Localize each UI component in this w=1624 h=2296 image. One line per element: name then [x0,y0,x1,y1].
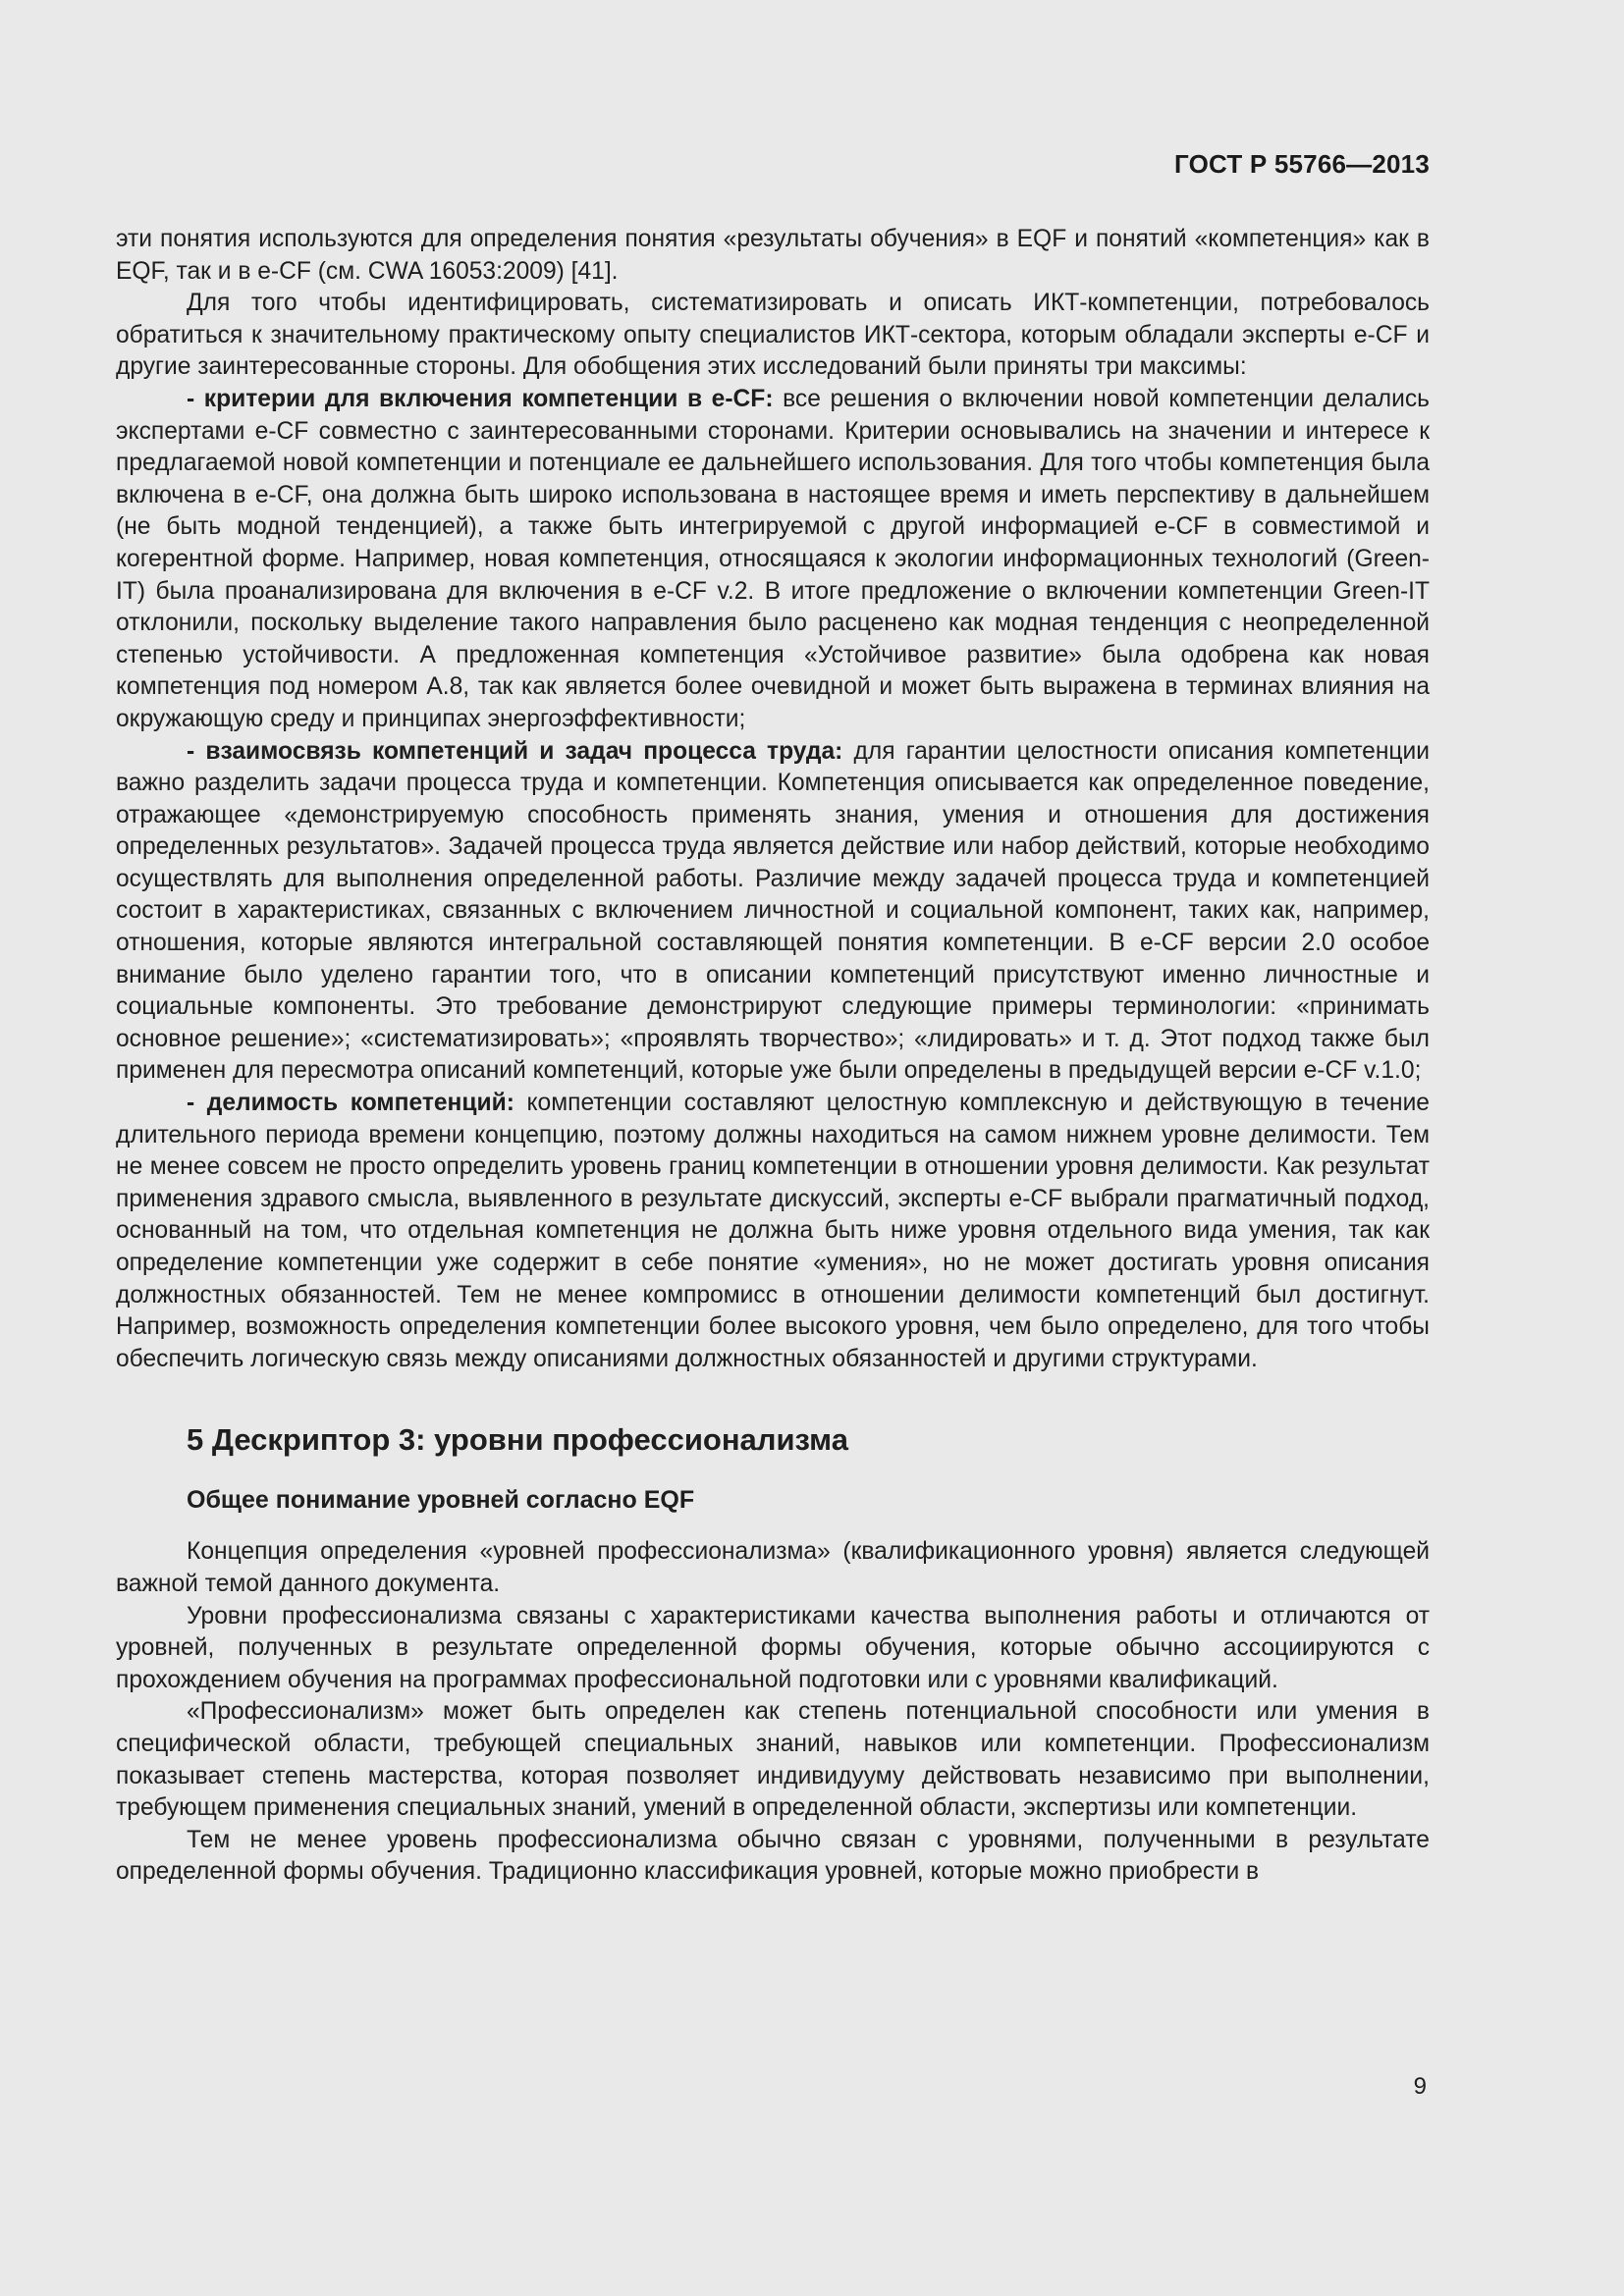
paragraph-divisibility [116,1088,1430,1375]
paragraph-criteria [116,384,1430,736]
paragraph-lead: - взаимосвязь компетенций и задач процесса труда: [187,737,843,765]
paragraph-text: для гарантии целостности описания компетенции важно разделить задачи процесса труда и компетенции. Компетенция описывается как определенное поведение, отражающее «демонстрируемую способность применять знания, умения и отношения для достижения определенных результатов». Задачей процесса труда является действие или набор действий, которые необходимо осуществлять для выполнения определенной работы. Различие между задачей процесса труда и компетенцией состоит в характеристиках, связанных с включением личностной и социальной компонент, таких как, например, отношения, которые являются интегральной составляющей понятия компетенции. В e-CF версии 2.0 особое внимание было уделено гарантии того, что в описании компетенций присутствуют именно личностные и социальные компоненты. Это требование демонстрируют следующие примеры терминологии: «принимать основное решение»; «систематизировать»; «проявлять творчество»; «лидировать» и т. д. Этот подход также был применен для пересмотра описаний компетенций, которые уже были определены в предыдущей версии e-CF v.1.0; [116,737,1430,1085]
subsection-heading: Общее понимание уровней согласно EQF [187,1486,695,1515]
paragraph-text: компетенции составляют целостную комплексную и действующую в течение длительного периода времени концепцию, поэтому должны находиться на самом нижнем уровне делимости. Тем не менее совсем не просто определить уровень границ компетенции в отношении уровня делимости. Как результат применения здравого смысла, выявленного в результате дискуссий, эксперты e-CF выбрали прагматичный подход, основанный на том, что отдельная компетенция не должна быть ниже уровня отдельного вида умения, так как определение компетенции уже содержит в себе понятие «умения», но не может достигать уровня описания должностных обязанностей. Тем не менее компромисс в отношении делимости компетенций был достигнут. Например, возможность определения компетенции более высокого уровня, чем было определено, для того чтобы обеспечить логическую связь между описаниями должностных обязанностей и другими структурами. [116,1090,1430,1372]
paragraph: Для того чтобы идентифицировать, систематизировать и описать ИКТ-компетенции, потребовалось обратиться к значительному практическому опыту специалистов ИКТ-сектора, которым обладали эксперты e-CF и другие заинтересованные стороны. Для обобщения этих исследований были приняты три максимы: [116,290,1430,381]
paragraph-lead: - критерии для включения компетенции в e-CF: [187,385,774,412]
paragraph: Концепция определения «уровней профессионализма» (квалификационного уровня) является следующей важной темой данного документа. [116,1538,1430,1597]
paragraph: Уровни профессионализма связаны с характеристиками качества выполнения работы и отличаются от уровней, полученных в результате определенной формы обучения, которые обычно ассоциируются с прохождением обучения на программах профессиональной подготовки или с уровнями квалификаций. [116,1602,1430,1693]
paragraph-text: все решения о включении новой компетенции делались экспертами e-CF совместно с заинтересованными сторонами. Критерии основывались на значении и интересе к предлагаемой новой компетенции и потенциале ее дальнейшего использования. Для того чтобы компетенция была включена в e-CF, она должна быть широко использована в настоящее время и иметь перспективу в дальнейшем (не быть модной тенденцией), а также быть интегрируемой с другой информацией e-CF в совместимой и когерентной форме. Например, новая компетенция, относящаяся к экологии информационных технологий (Green-IT) была проанализирована для включения в e-CF v.2. В итоге предложение о включении компетенции Green-IT отклонили, поскольку выделение такого направления было расценено как модная тенденция с неопределенной степенью устойчивости. А предложенная компетенция «Устойчивое развитие» была одобрена как новая компетенция под номером А.8, так как является более очевидной и может быть выражена в терминах влияния на окружающую среду и принципах энергоэффективности; [116,385,1431,732]
page-number: 9 [1413,2073,1427,2100]
document-code-header: ГОСТ Р 55766—2013 [1174,149,1430,179]
page-body [116,224,1430,1889]
paragraph-lead: - делимость компетенций: [187,1090,514,1117]
paragraph-relationship [116,736,1430,1089]
paragraph: Тем не менее уровень профессионализма обычно связан с уровнями, полученными в результате определенной формы обучения. Традиционно классификация уровней, которые можно приобрести в [116,1826,1430,1886]
paragraph: «Профессионализм» может быть определен как степень потенциальной способности или умения в специфической области, требующей специальных знаний, навыков или компетенции. Профессионализм показывает степень мастерства, которая позволяет индивидууму действовать независимо при выполнении, требующем применения специальных знаний, умений в определенной области, экспертизы или компетенции. [116,1698,1430,1822]
section-heading: 5 Дескриптор 3: уровни профессионализма [187,1422,848,1458]
paragraph: эти понятия используются для определения понятия «результаты обучения» в EQF и понятий «компетенция» как в EQF, так и в e-CF (см. CWA 16053:2009) [41]. [116,226,1430,285]
